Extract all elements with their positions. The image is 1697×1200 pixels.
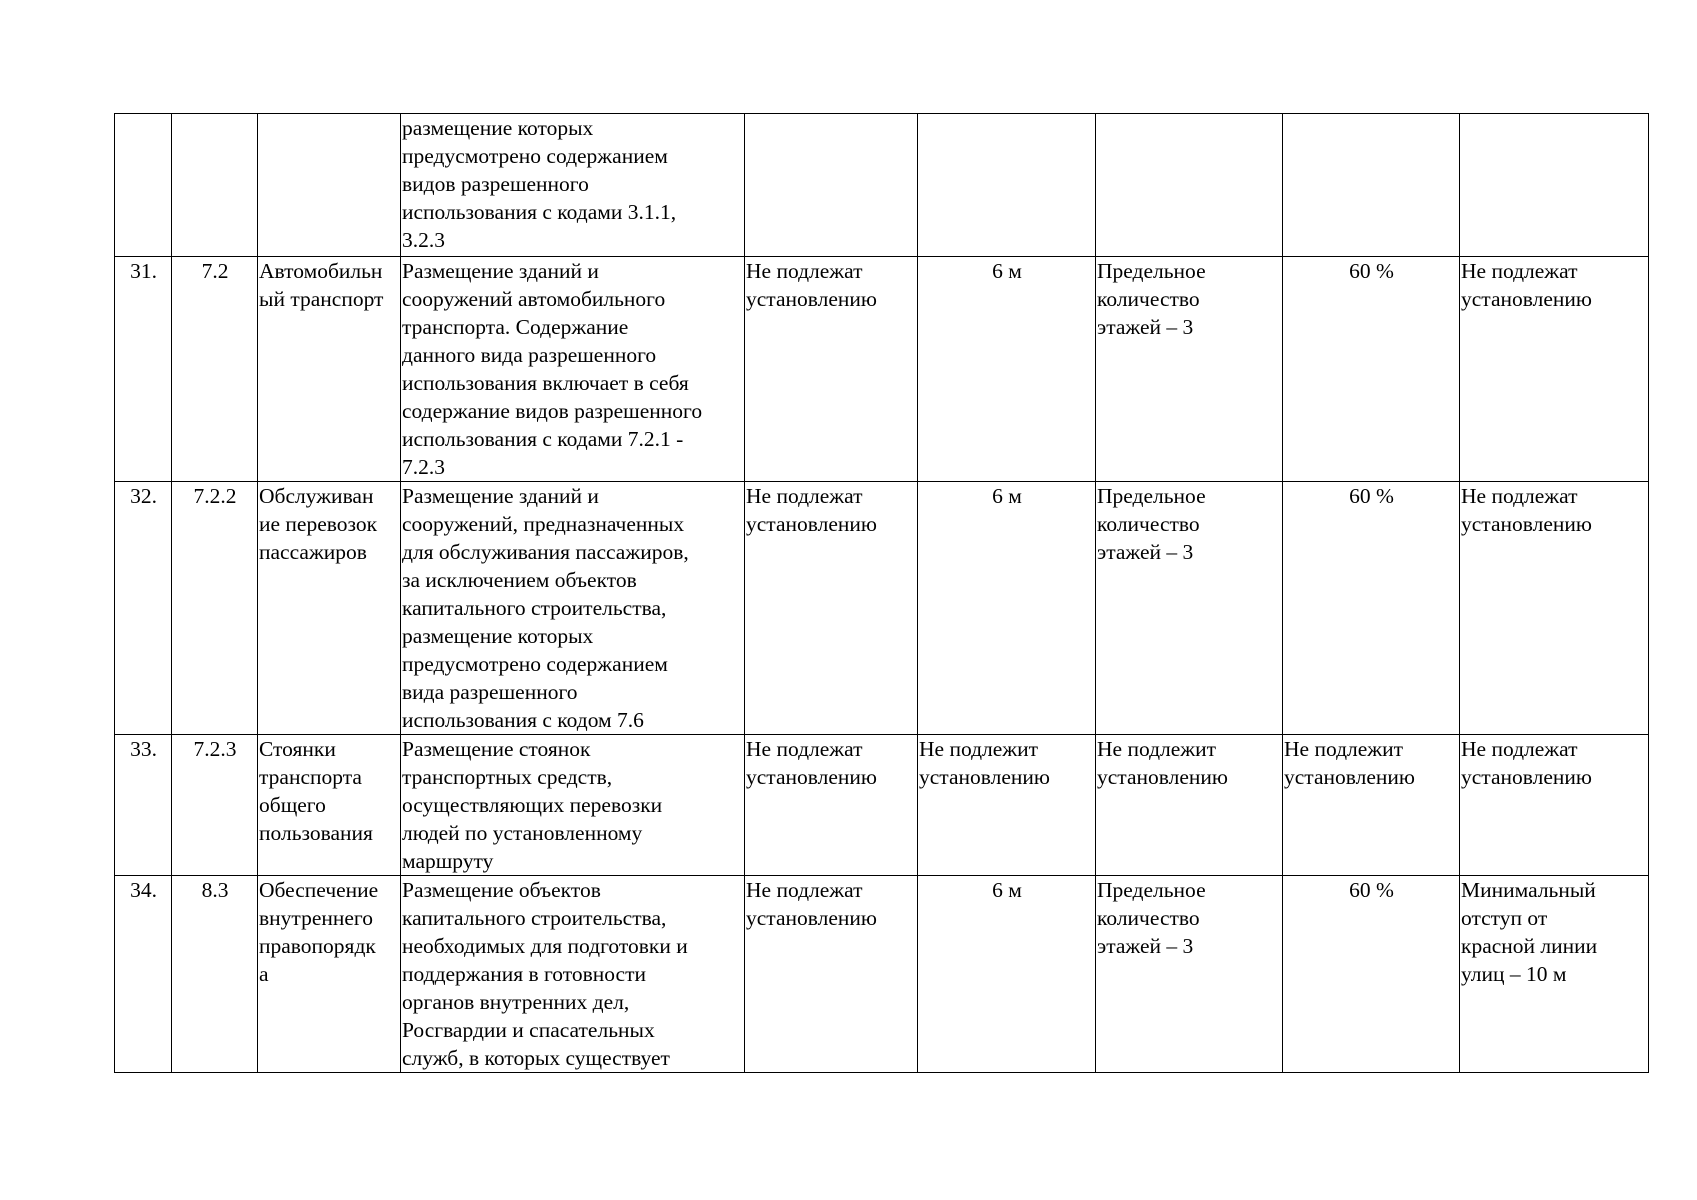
value-line: Не подлежит (919, 737, 1039, 761)
description-line: использования с кодом 7.6 (402, 708, 644, 732)
description-line: 3.2.3 (402, 228, 445, 252)
value-cell (1283, 482, 1460, 735)
value-line: Предельное (1097, 878, 1206, 902)
value-line: количество (1097, 512, 1200, 536)
value-line: Предельное (1097, 484, 1206, 508)
value-cell (1283, 735, 1460, 876)
row-number-cell: 31. (115, 257, 172, 482)
land-use-table (114, 113, 1649, 1073)
description-line: Росгвардии и спасательных (402, 1018, 655, 1042)
row-number-cell (115, 114, 172, 257)
description-line: видов разрешенного (402, 172, 589, 196)
value-line: Не подлежат (746, 259, 863, 283)
value-line: установлению (746, 287, 877, 311)
table-row (115, 482, 1649, 735)
description-line: предусмотрено содержанием (402, 144, 668, 168)
name-line: Автомобильн (259, 259, 383, 283)
value-cell (1460, 876, 1649, 1073)
value-line: Не подлежат (1461, 737, 1578, 761)
description-cell (401, 114, 745, 257)
value-cell (918, 482, 1096, 735)
row-number-cell: 33. (115, 735, 172, 876)
value-cell (745, 257, 918, 482)
description-line: поддержания в готовности (402, 962, 647, 986)
value-line: Предельное (1097, 259, 1206, 283)
value-line: 60 % (1349, 484, 1394, 508)
value-line: количество (1097, 287, 1200, 311)
value-line: 6 м (992, 878, 1022, 902)
value-cell (745, 876, 918, 1073)
name-line: Стоянки (259, 737, 336, 761)
value-line: Не подлежат (746, 878, 863, 902)
table-row (115, 114, 1649, 257)
row-number-cell: 34. (115, 876, 172, 1073)
description-line: Размещение стоянок (402, 737, 591, 761)
value-cell (1096, 482, 1283, 735)
description-line: использования с кодами 3.1.1, (402, 200, 677, 224)
name-line: ый транспорт (259, 287, 384, 311)
value-line: Не подлежат (746, 484, 863, 508)
description-line: транспортных средств, (402, 765, 613, 789)
value-line: установлению (1284, 765, 1415, 789)
code-cell: 8.3 (172, 876, 258, 1073)
description-line: вида разрешенного (402, 680, 578, 704)
name-cell (258, 257, 401, 482)
description-line: размещение которых (402, 116, 594, 140)
code-cell: 7.2.2 (172, 482, 258, 735)
value-line: этажей – 3 (1097, 934, 1194, 958)
value-line: количество (1097, 906, 1200, 930)
value-line: Минимальный (1461, 878, 1596, 902)
description-line: необходимых для подготовки и (402, 934, 688, 958)
description-line: капитального строительства, (402, 596, 667, 620)
table-row (115, 876, 1649, 1073)
row-number-cell: 32. (115, 482, 172, 735)
value-line: установлению (1461, 765, 1592, 789)
value-line: 6 м (992, 484, 1022, 508)
description-line: размещение которых (402, 624, 594, 648)
value-line: 60 % (1349, 259, 1394, 283)
value-cell (1460, 257, 1649, 482)
description-cell (401, 876, 745, 1073)
name-line: пользования (259, 821, 373, 845)
value-line: установлению (1097, 765, 1228, 789)
value-line: установлению (919, 765, 1050, 789)
value-line: Не подлежат (1461, 484, 1578, 508)
description-line: осуществляющих перевозки (402, 793, 663, 817)
description-line: Размещение зданий и (402, 484, 599, 508)
name-cell (258, 482, 401, 735)
description-line: маршруту (402, 849, 494, 873)
name-cell (258, 114, 401, 257)
value-cell (1096, 257, 1283, 482)
description-cell (401, 257, 745, 482)
value-cell (918, 876, 1096, 1073)
code-cell: 7.2.3 (172, 735, 258, 876)
value-line: этажей – 3 (1097, 315, 1194, 339)
value-cell (918, 735, 1096, 876)
value-line: отступ от (1461, 906, 1548, 930)
value-cell (1096, 735, 1283, 876)
name-line: пассажиров (259, 540, 367, 564)
value-line: установлению (746, 512, 877, 536)
table-row (115, 257, 1649, 482)
value-line: Не подлежит (1097, 737, 1217, 761)
description-line: данного вида разрешенного (402, 343, 657, 367)
description-line: Размещение зданий и (402, 259, 599, 283)
description-cell (401, 735, 745, 876)
description-line: людей по установленному (402, 821, 643, 845)
code-cell (172, 114, 258, 257)
value-line: Не подлежат (746, 737, 863, 761)
value-line: 60 % (1349, 878, 1394, 902)
description-line: для обслуживания пассажиров, (402, 540, 689, 564)
description-line: Размещение объектов (402, 878, 601, 902)
value-cell (918, 114, 1096, 257)
name-line: общего (259, 793, 326, 817)
description-line: транспорта. Содержание (402, 315, 629, 339)
description-line: за исключением объектов (402, 568, 637, 592)
value-line: установлению (746, 906, 877, 930)
value-line: Не подлежат (1461, 259, 1578, 283)
name-line: ие перевозок (259, 512, 378, 536)
description-line: содержание видов разрешенного (402, 399, 703, 423)
value-cell (918, 257, 1096, 482)
name-line: правопорядк (259, 934, 376, 958)
name-line: а (259, 962, 269, 986)
name-line: Обслуживан (259, 484, 374, 508)
value-cell (745, 114, 918, 257)
name-cell (258, 735, 401, 876)
value-line: 6 м (992, 259, 1022, 283)
value-cell (1096, 114, 1283, 257)
value-cell (1460, 735, 1649, 876)
description-line: служб, в которых существует (402, 1046, 670, 1070)
value-line: этажей – 3 (1097, 540, 1194, 564)
value-line: установлению (746, 765, 877, 789)
description-line: сооружений автомобильного (402, 287, 666, 311)
value-line: Не подлежит (1284, 737, 1404, 761)
name-line: внутреннего (259, 906, 373, 930)
value-cell (745, 735, 918, 876)
value-cell (1283, 876, 1460, 1073)
description-line: сооружений, предназначенных (402, 512, 685, 536)
value-cell (1096, 876, 1283, 1073)
value-cell (1460, 114, 1649, 257)
value-cell (745, 482, 918, 735)
table-row (115, 735, 1649, 876)
value-line: красной линии (1461, 934, 1598, 958)
description-line: предусмотрено содержанием (402, 652, 668, 676)
value-line: установлению (1461, 512, 1592, 536)
name-line: Обеспечение (259, 878, 379, 902)
description-line: использования включает в себя (402, 371, 689, 395)
description-line: капитального строительства, (402, 906, 667, 930)
value-cell (1283, 257, 1460, 482)
value-cell (1283, 114, 1460, 257)
description-cell (401, 482, 745, 735)
description-line: использования с кодами 7.2.1 - (402, 427, 684, 451)
name-cell (258, 876, 401, 1073)
value-line: установлению (1461, 287, 1592, 311)
name-line: транспорта (259, 765, 362, 789)
description-line: органов внутренних дел, (402, 990, 630, 1014)
value-line: улиц – 10 м (1461, 962, 1567, 986)
value-cell (1460, 482, 1649, 735)
description-line: 7.2.3 (402, 455, 445, 479)
code-cell: 7.2 (172, 257, 258, 482)
